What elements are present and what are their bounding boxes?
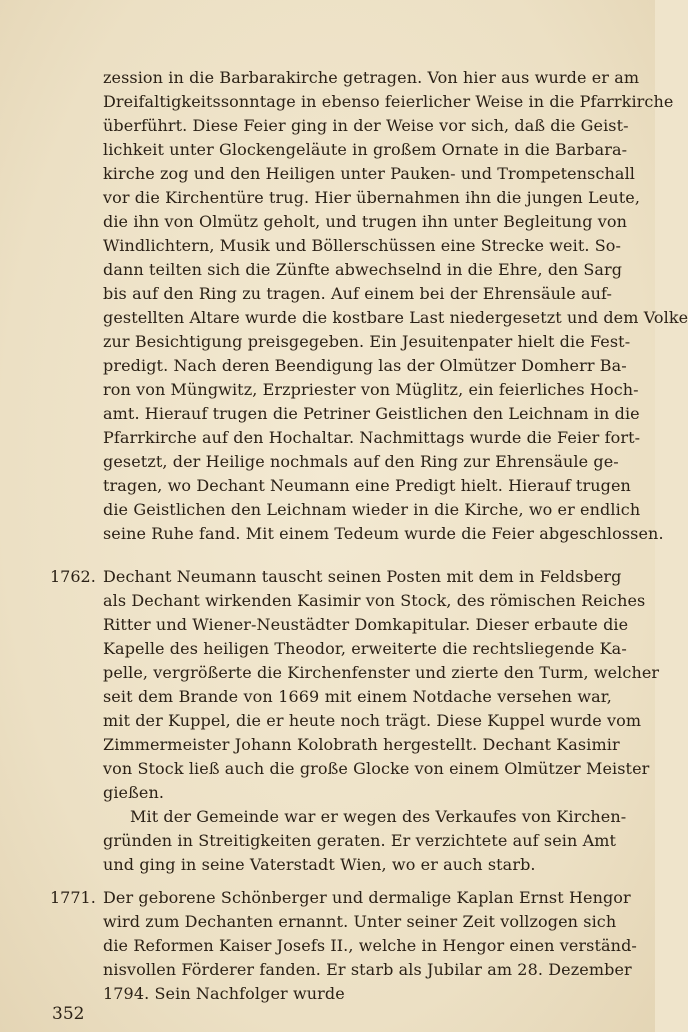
text-line: Pfarrkirche auf den Hochaltar. Nachmittags wurde die Feier fort- bbox=[103, 428, 641, 447]
text-line: predigt. Nach deren Beendigung las der Olmützer Domherr Ba- bbox=[103, 356, 627, 375]
text-line: zur Besichtigung preisgegeben. Ein Jesuitenpater hielt die Fest- bbox=[103, 332, 631, 351]
text-line: pelle, vergrößerte die Kirchenfenster und zierte den Turm, welcher bbox=[103, 663, 660, 682]
text-line: kirche zog und den Heiligen unter Pauken- und Trompetenschall bbox=[103, 164, 636, 183]
text-line: seine Ruhe fand. Mit einem Tedeum wurde die Feier abgeschlossen. bbox=[103, 524, 664, 543]
text-line: überführt. Diese Feier ging in der Weise vor sich, daß die Geist- bbox=[103, 116, 629, 135]
text-line: gestellten Altare wurde die kostbare Last niedergesetzt und dem Volke bbox=[103, 308, 688, 327]
text-line: tragen, wo Dechant Neumann eine Predigt hielt. Hierauf trugen bbox=[103, 476, 631, 495]
text-line: amt. Hierauf trugen die Petriner Geistlichen den Leichnam in die bbox=[103, 404, 640, 423]
text-line: ron von Müngwitz, Erzpriester von Müglitz, ein feierliches Hoch- bbox=[103, 380, 639, 399]
text-line: wird zum Dechanten ernannt. Unter seiner Zeit vollzogen sich bbox=[103, 912, 617, 931]
year-label: 1762. bbox=[50, 567, 96, 586]
page-number: 352 bbox=[52, 1004, 85, 1024]
text-line: als Dechant wirkenden Kasimir von Stock, des römischen Reiches bbox=[103, 591, 646, 610]
text-line: und ging in seine Vaterstadt Wien, wo er auch starb. bbox=[103, 855, 536, 874]
text-line: Dechant Neumann tauscht seinen Posten mit dem in Feldsberg bbox=[103, 567, 622, 586]
text-line: Windlichtern, Musik und Böllerschüssen eine Strecke weit. So- bbox=[103, 236, 622, 255]
text-line: von Stock ließ auch die große Glocke von einem Olmützer Meister bbox=[103, 759, 650, 778]
text-line: Zimmermeister Johann Kolobrath hergestellt. Dechant Kasimir bbox=[103, 735, 620, 754]
text-line: Der geborene Schönberger und dermalige Kaplan Ernst Hengor bbox=[103, 888, 631, 907]
text-line: lichkeit unter Glockengeläute in großem Ornate in die Barbara- bbox=[103, 140, 628, 159]
text-line: nisvollen Förderer fanden. Er starb als Jubilar am 28. Dezember bbox=[103, 960, 632, 979]
year-label: 1771. bbox=[50, 888, 96, 907]
text-line: Ritter und Wiener-Neustädter Domkapitular. Dieser erbaute die bbox=[103, 615, 629, 634]
text-line: Kapelle des heiligen Theodor, erweiterte die rechtsliegende Ka- bbox=[103, 639, 627, 658]
text-line: gesetzt, der Heilige nochmals auf den Ring zur Ehrensäule ge- bbox=[103, 452, 619, 471]
text-line: mit der Kuppel, die er heute noch trägt. Diese Kuppel wurde vom bbox=[103, 711, 642, 730]
text-line: Dreifaltigkeitssonntage in ebenso feierlicher Weise in die Pfarrkirche bbox=[103, 92, 674, 111]
text-line: gießen. bbox=[103, 783, 165, 802]
text-line: die Geistlichen den Leichnam wieder in die Kirche, wo er endlich bbox=[103, 500, 641, 519]
text-line: zession in die Barbarakirche getragen. Von hier aus wurde er am bbox=[103, 68, 640, 87]
text-line: gründen in Streitigkeiten geraten. Er verzichtete auf sein Amt bbox=[103, 831, 617, 850]
text-line: 1794. Sein Nachfolger wurde bbox=[103, 984, 345, 1003]
text-line: dann teilten sich die Zünfte abwechselnd in die Ehre, den Sarg bbox=[103, 260, 623, 279]
text-line: die Reformen Kaiser Josefs II., welche in Hengor einen verständ- bbox=[103, 936, 637, 955]
text-line: bis auf den Ring zu tragen. Auf einem bei der Ehrensäule auf- bbox=[103, 284, 612, 303]
text-line: vor die Kirchentüre trug. Hier übernahmen ihn die jungen Leute, bbox=[103, 188, 641, 207]
text-line: seit dem Brande von 1669 mit einem Notdache versehen war, bbox=[103, 687, 612, 706]
text-line: die ihn von Olmütz geholt, und trugen ihn unter Begleitung von bbox=[103, 212, 628, 231]
text-line: Mit der Gemeinde war er wegen des Verkaufes von Kirchen- bbox=[130, 807, 627, 826]
